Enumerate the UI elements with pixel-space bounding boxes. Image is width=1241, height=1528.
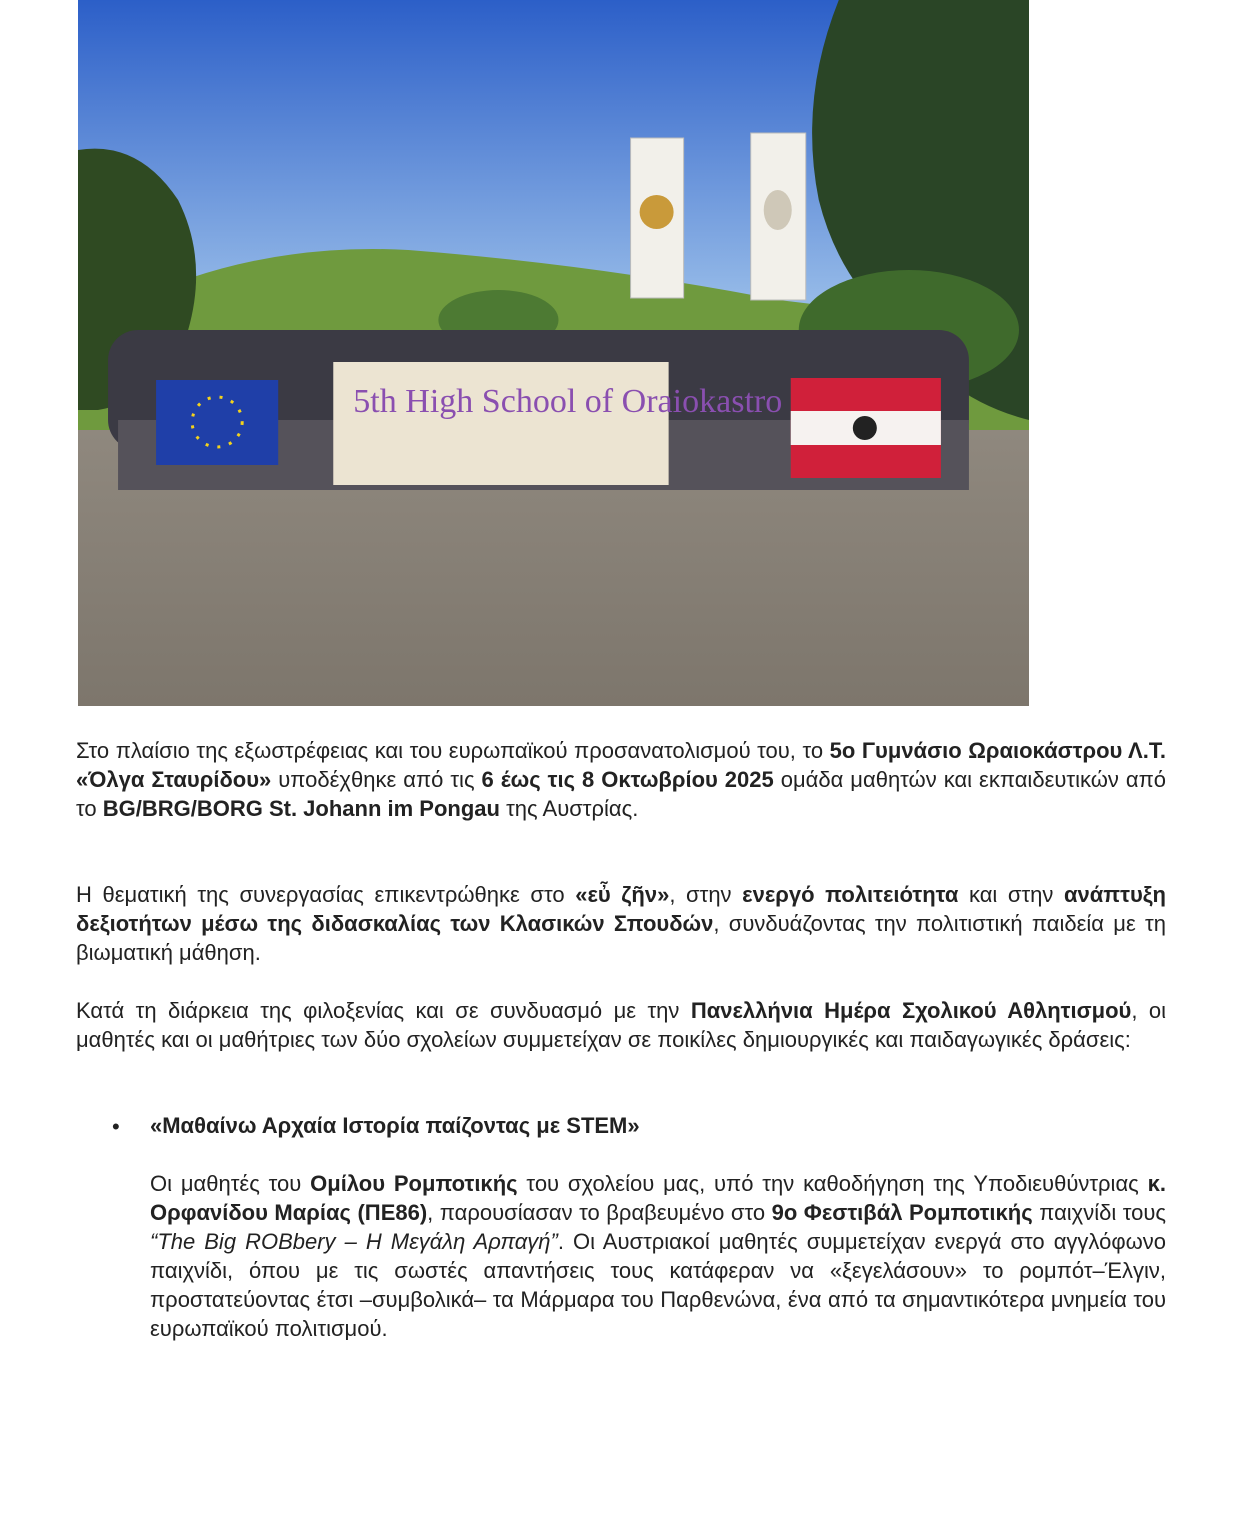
text: , συνδυάζοντας την πολιτιστική παιδεία με τη βιωματική μάθηση. [76,911,1166,965]
text: ομάδα μαθητών και εκπαιδευτικών από το [76,767,1167,821]
text: υποδέχθηκε από τις [271,767,482,792]
text-bold: Ομίλου Ρομποτικής [310,1171,518,1196]
text: . Οι Αυστριακοί μαθητές συμμετείχαν ενεργά στο αγγλόφωνο παιχνίδι, όπου με τις σωστές απαντήσεις τους κατάφεραν να «ξεγελάσουν» το ρομπότ–Έλγιν, προστατεύοντας έτσι –συμβολικά– τα Μάρμαρα του Παρθενώνα, ένα από τα σημαντικότερα μνημεία του ευρωπαϊκού πολιτισμού. [150,1229,1166,1341]
svg-text:5th High School of Oraiokastro: 5th High School of Oraiokastro [353,383,783,420]
text: , οι μαθητές και οι μαθήτριες των δύο σχολείων συμμετείχαν σε ποικίλες δημιουργικές και παιδαγωγικές δράσεις: [76,998,1167,1052]
text: της Αυστρίας. [499,796,639,821]
text: , παρουσίασαν το βραβευμένο στο [427,1200,772,1225]
list-item-title [150,1111,1166,1140]
sculpture-head-icon [764,190,792,230]
list-item-body [150,1169,1166,1343]
text: Η θεματική της συνεργασίας επικεντρώθηκε στο [76,882,576,907]
partner-school: BG/BRG/BORG St. Johann im Pongau [102,796,500,821]
medusa-icon [640,195,674,229]
text: παιχνίδι τους [1032,1200,1167,1225]
bullet-icon: • [112,1114,120,1139]
dates: 6 έως τις 8 Οκτωβρίου 2025 [481,767,774,792]
group-photo [78,0,1029,706]
text-bold: «εὖ ζῆν» [575,882,670,907]
text-bold: 9ο Φεστιβάλ Ρομποτικής [771,1200,1033,1225]
paragraph-theme [76,880,1166,967]
text: , στην [669,882,743,907]
austrian-flag [791,378,941,478]
text-bold: ενεργό πολιτειότητα [742,882,959,907]
text: Οι μαθητές του [150,1171,311,1196]
paragraph-intro [76,736,1166,823]
activity-title: «Μαθαίνω Αρχαία Ιστορία παίζοντας με STEM» [150,1113,640,1138]
text-bold: Πανελλήνια Ημέρα Σχολικού Αθλητισμού [690,998,1132,1023]
text: του σχολείου μας, υπό την καθοδήγηση της Υποδιευθύντριας [517,1171,1148,1196]
school-name: 5ο Γυμνάσιο Ωραιοκάστρου Λ.Τ. «Όλγα Σταυρίδου» [76,738,1166,792]
paragraph-activities [76,996,1166,1054]
text-bold: κ. Ορφανίδου Μαρίας (ΠΕ86) [150,1171,1167,1225]
game-title: “The Big ROBbery – Η Μεγάλη Αρπαγή” [150,1229,558,1254]
eu-flag [156,380,278,465]
text: Στο πλαίσιο της εξωστρέφειας και του ευρωπαϊκού προσανατολισμού του, το [76,738,830,763]
text: Κατά τη διάρκεια της φιλοξενίας και σε συνδυασμό με την [76,998,691,1023]
text-bold: ανάπτυξη δεξιοτήτων μέσω της διδασκαλίας των Κλασικών Σπουδών [76,882,1166,936]
text: και στην [958,882,1064,907]
